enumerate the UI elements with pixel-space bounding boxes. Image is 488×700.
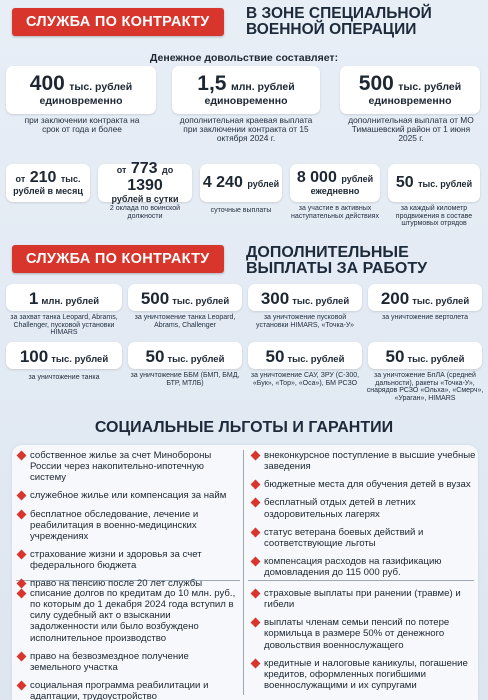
- bullet-icon: [251, 498, 261, 508]
- amount-value: 1: [28, 289, 39, 308]
- reward-pill-4: [368, 284, 482, 311]
- reward-caption-8: за уничтожение БпЛА (средней дальности), ракеты «Точка-У», снарядов РСЗО «Ольха», «Смерч», «Ураган», HIMARS: [366, 372, 484, 403]
- list-item: [250, 658, 476, 691]
- benefit-text: статус ветерана боевых действий и соответствующие льготы: [264, 526, 424, 549]
- bullet-icon: [17, 451, 27, 461]
- reward-caption-1: за захват танка Leopard, Abrams, Challenger, пусковой установки HIMARS: [10, 314, 118, 337]
- amount-value: 50: [265, 347, 285, 366]
- lump-sum-caption-1: при заключении контракта на срок от года и более: [24, 115, 140, 135]
- per-diem-caption: суточные выплаты: [210, 207, 272, 214]
- benefit-text: внеконкурсное поступление в высшие учебные заведения: [264, 450, 476, 473]
- amount-value: 4 240: [202, 173, 243, 191]
- benefits-right-top: [250, 450, 476, 585]
- list-item: [250, 617, 476, 650]
- reward-pill-3: [248, 284, 362, 311]
- benefit-text: компенсация расходов на газификацию домовладения до 115 000 руб.: [264, 555, 442, 578]
- benefit-text: страховые выплаты при ранении (травме) и гибели: [264, 588, 461, 611]
- list-item: [16, 450, 238, 483]
- benefit-text: социальная программа реабилитации и адаптации, трудоустройство: [30, 679, 209, 700]
- amount-note: единовременно: [39, 94, 123, 107]
- list-item: [250, 556, 476, 578]
- amount-unit: тыс. рублей: [69, 81, 133, 94]
- benefit-text: кредитные и налоговые каникулы, погашение кредитов, оформленных погибшими военнослужащими и их супругами: [264, 657, 468, 691]
- list-item: [16, 490, 238, 501]
- amount-unit: рублей: [247, 178, 280, 189]
- amount-unit: тыс. рублей: [287, 354, 345, 365]
- reward-caption-4: за уничтожение вертолета: [381, 314, 468, 321]
- section3-heading: СОЦИАЛЬНЫЕ ЛЬГОТЫ И ГАРАНТИИ: [94, 419, 394, 436]
- reward-caption-2: за уничтожение танка Leopard, Abrams, Challenger: [134, 314, 236, 329]
- column-divider: [243, 450, 244, 695]
- amount-note: единовременно: [204, 94, 288, 107]
- offensive-caption: за участие в активных наступательных действиях: [291, 205, 379, 220]
- bullet-icon: [251, 527, 261, 537]
- amount-unit: тыс. рублей: [51, 354, 109, 365]
- amount-value-2: 1390: [127, 177, 163, 195]
- reward-pill-6: [128, 342, 242, 369]
- benefit-text: служебное жилье или компенсация за найм: [30, 490, 227, 502]
- amount-value: 8 000: [296, 168, 337, 186]
- amount-unit: тыс.: [60, 173, 81, 184]
- bullet-icon: [17, 491, 27, 501]
- section2-banner: СЛУЖБА ПО КОНТРАКТУ: [12, 245, 224, 273]
- bullet-icon: [17, 509, 27, 519]
- amount-note: единовременно: [368, 94, 452, 107]
- amount-value: 50: [385, 347, 405, 366]
- amount-unit: млн. рублей: [230, 81, 295, 94]
- lump-sum-card-2: [172, 66, 320, 114]
- amount-value: 200: [380, 289, 410, 308]
- list-item: [16, 509, 238, 542]
- section2-heading: ДОПОЛНИТЕЛЬНЫЕ ВЫПЛАТЫ ЗА РАБОТУ: [246, 244, 428, 278]
- amount-unit: млн. рублей: [41, 296, 100, 307]
- monthly-card: [6, 164, 90, 202]
- amount-value: 500: [358, 72, 394, 96]
- reward-caption-7: за уничтожение САУ, ЗРУ (С-300, «Бук», «Тор», «Оса»), БМ РСЗО: [250, 372, 360, 387]
- per-diem-card: [200, 164, 282, 202]
- benefits-left-bottom: [16, 588, 238, 700]
- amount-unit: тыс. рублей: [418, 178, 473, 189]
- amount-value: 100: [19, 347, 49, 366]
- reward-caption-5: за уничтожение танка: [28, 374, 100, 381]
- amount-unit: рублей: [341, 173, 374, 184]
- benefit-text: бюджетные места для обучения детей в вузах: [264, 479, 471, 491]
- list-item: [16, 549, 238, 571]
- bullet-icon: [251, 658, 261, 668]
- amount-value: 773: [130, 160, 158, 178]
- list-item: [16, 651, 238, 673]
- amount-value: 1,5: [197, 72, 227, 96]
- amount-value: 210: [29, 168, 57, 186]
- list-item: [250, 527, 476, 549]
- amount-value: 50: [395, 173, 414, 191]
- amount-note: рублей в сутки: [111, 194, 179, 205]
- benefit-text: право на безвозмездное получение земельного участка: [30, 650, 189, 673]
- daily-card: [98, 160, 192, 205]
- reward-caption-6: за уничтожение ББМ (БМП, БМД, БТР, МТЛБ): [130, 372, 240, 387]
- benefit-text: право на пенсию после 20 лет службы: [30, 578, 203, 590]
- list-item: [16, 588, 238, 644]
- lump-sum-card-3: [340, 66, 480, 114]
- amount-value: 500: [140, 289, 170, 308]
- reward-pill-8: [368, 342, 482, 369]
- benefit-text: выплаты членам семьи пенсий по потере кормильца в размере 50% от денежного довольствия военнослужащего: [264, 617, 450, 651]
- bullet-icon: [251, 556, 261, 566]
- offensive-card: [290, 164, 380, 202]
- reward-pill-5: [6, 342, 122, 369]
- benefits-right-bottom: [250, 588, 476, 698]
- lump-sum-card-1: [6, 66, 156, 114]
- bullet-icon: [17, 549, 27, 559]
- lump-sum-caption-2: дополнительная краевая выплата при заключении контракта от 15 октября 2024 г.: [179, 115, 313, 144]
- section1-banner: СЛУЖБА ПО КОНТРАКТУ: [12, 8, 224, 36]
- list-item: [250, 450, 476, 472]
- bullet-icon: [251, 589, 261, 599]
- list-item: [250, 588, 476, 610]
- prefix: от: [116, 165, 127, 176]
- advance-caption: за каждый километр продвижения в составе штурмовых отрядов: [395, 205, 473, 228]
- bullet-icon: [17, 651, 27, 661]
- bullet-icon: [251, 480, 261, 490]
- amount-value: 50: [145, 347, 165, 366]
- amount-value: 400: [29, 72, 65, 96]
- amount-unit: тыс. рублей: [398, 81, 462, 94]
- list-item: [16, 680, 238, 700]
- amount-unit: тыс. рублей: [407, 354, 465, 365]
- amount-note: рублей в месяц: [13, 185, 83, 196]
- amount-unit: тыс. рублей: [167, 354, 225, 365]
- bullet-icon: [251, 618, 261, 628]
- daily-caption: 2 оклада по воинской должности: [109, 205, 181, 220]
- list-item: [250, 497, 476, 519]
- range-word: до: [162, 165, 174, 176]
- amount-unit: тыс. рублей: [412, 296, 470, 307]
- bullet-icon: [17, 680, 27, 690]
- reward-pill-1: [6, 284, 122, 311]
- benefit-text: собственное жилье за счет Минобороны России через накопительно-ипотечную систему: [30, 450, 212, 484]
- allowance-subtitle: Денежное довольствие составляет:: [149, 52, 339, 64]
- reward-caption-3: за уничтожение пусковой установки HIMARS, «Точка-У»: [256, 314, 354, 329]
- amount-unit: тыс. рублей: [292, 296, 350, 307]
- lump-sum-caption-3: дополнительная выплата от МО Тимашевский район от 1 июня 2025 г.: [348, 115, 474, 144]
- amount-note: ежедневно: [310, 185, 360, 196]
- list-item: [250, 479, 476, 490]
- benefit-text: бесплатное обследование, лечение и реабилитация в военно-медицинских учреждениях: [30, 508, 199, 542]
- benefits-left-top: [16, 450, 238, 596]
- reward-pill-7: [248, 342, 362, 369]
- reward-pill-2: [128, 284, 242, 311]
- bullet-icon: [251, 451, 261, 461]
- benefit-text: списание долгов по кредитам до 10 млн. руб., по которым до 1 декабря 2024 года вступил в силу судебный акт о взыскании задолженности или было возбуждено исполнительное производство: [30, 588, 236, 644]
- advance-card: [388, 164, 480, 202]
- amount-unit: тыс. рублей: [172, 296, 230, 307]
- benefit-text: бесплатный отдых детей в летних оздоровительных лагерях: [264, 497, 416, 520]
- section1-heading: В ЗОНЕ СПЕЦИАЛЬНОЙ ВОЕННОЙ ОПЕРАЦИИ: [246, 5, 432, 38]
- benefit-text: страхование жизни и здоровья за счет федерального бюджета: [30, 548, 202, 571]
- prefix: от: [15, 173, 26, 184]
- amount-value: 300: [260, 289, 290, 308]
- bullet-icon: [17, 589, 27, 599]
